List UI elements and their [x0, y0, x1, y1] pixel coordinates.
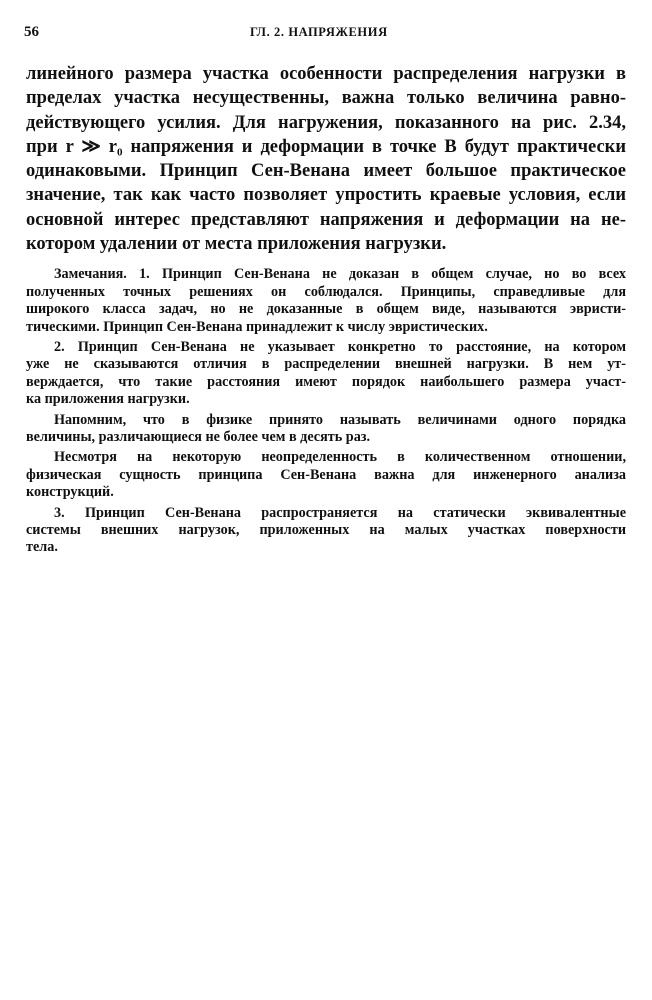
remark-despite — [26, 449, 626, 501]
text-line: пределах участка несущественны, важна только величина равно- — [26, 88, 626, 109]
text-line: широкого класса задач, но не доказанные в общем виде, называются эвристи- — [26, 301, 626, 318]
main-paragraph — [26, 62, 626, 256]
text-line: Напомним, что в физике принято называть величинами одного порядка — [54, 411, 626, 428]
text-line: 2. Принцип Сен-Венана не указывает конкретно то расстояние, на котором — [54, 339, 626, 355]
text-line: верждается, что такие расстояния имеют порядок наибольшего размера участ- — [26, 373, 626, 390]
text-line: полученных точных решениях он соблюдался. Принципы, справедливые для — [26, 283, 626, 300]
text-line: системы внешних нагрузок, приложенных на малых участках поверхности — [26, 522, 626, 539]
remark-reminder — [26, 412, 626, 447]
text-line: котором удалении от места приложения нагрузки. — [26, 234, 447, 255]
running-head: ГЛ. 2. НАПРЯЖЕНИЯ — [250, 25, 388, 39]
remark-1 — [26, 266, 626, 336]
remark-2 — [26, 339, 626, 409]
text-line: Несмотря на некоторую неопределенность в количественном отношении, — [54, 449, 626, 466]
text-line: ка приложения нагрузки. — [26, 391, 190, 408]
text-line: значение, так как часто позволяет упростить краевые условия, если — [26, 185, 626, 206]
text-line: основной интерес представляют напряжения и деформации на не- — [26, 209, 626, 230]
page-number: 56 — [24, 24, 39, 40]
text-line: конструкций. — [26, 484, 114, 501]
text-line: действующего усилия. Для нагружения, показанного на рис. 2.34, — [26, 112, 626, 133]
remarks-section — [26, 266, 626, 557]
text-line: величины, различающиеся не более чем в десять раз. — [26, 429, 371, 446]
text-line: Замечания. 1. Принцип Сен-Венана не доказан в общем случае, но во всех — [54, 266, 626, 283]
text-line: линейного размера участка особенности распределения нагрузки в — [26, 64, 626, 84]
text-line: физическая сущность принципа Сен-Венана важна для инженерного анализа — [26, 466, 626, 483]
text-line: уже не сказываются отличия в распределении внешней нагрузки. В нем ут- — [26, 356, 626, 373]
page-header — [24, 24, 624, 46]
text-line: при r ≫ r₀ напряжения и деформации в точке B будут практически — [26, 136, 626, 157]
body-text — [26, 62, 626, 560]
remark-3 — [26, 505, 626, 557]
text-line: 3. Принцип Сен-Венана распространяется на статически эквивалентные — [54, 504, 626, 521]
text-line: тическими. Принцип Сен-Венана принадлежит к числу эвристических. — [26, 318, 488, 335]
text-line: тела. — [26, 539, 58, 556]
text-line: одинаковыми. Принцип Сен-Венана имеет большое практическое — [26, 161, 626, 182]
